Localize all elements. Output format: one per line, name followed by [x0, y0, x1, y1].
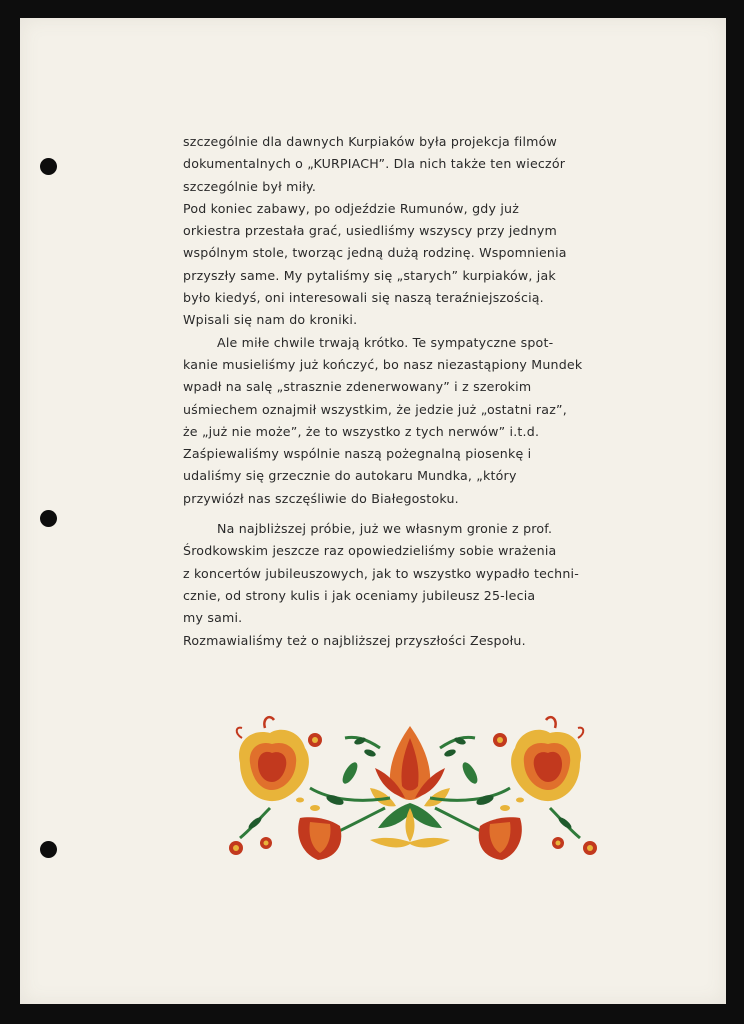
text-line: z koncertów jubileuszowych, jak to wszystko wypadło techni-	[183, 565, 579, 581]
text-line: udaliśmy się grzecznie do autokaru Mundka, „który	[183, 468, 517, 484]
binder-hole-icon	[40, 510, 57, 527]
text-line: dokumentalnych o „KURPIACH”. Dla nich także ten wieczór	[183, 156, 566, 172]
kurpie-floral-ornament-icon	[200, 708, 620, 868]
text-line: Środkowskim jeszcze raz opowiedzieliśmy sobie wrażenia	[183, 543, 557, 559]
text-line: orkiestra przestała grać, usiedliśmy wszyscy przy jednym	[183, 223, 558, 239]
text-line: Wpisali się nam do kroniki.	[183, 312, 358, 328]
text-line: Ale miłe chwile trwają krótko. Te sympatyczne spot-	[217, 334, 554, 350]
text-line: uśmiechem oznajmił wszystkim, że jedzie już „ostatni raz”,	[183, 401, 567, 417]
paragraph	[183, 131, 653, 198]
text-line: szczególnie był miły.	[183, 178, 317, 194]
binder-hole-icon	[40, 841, 57, 858]
text-line: Na najbliższej próbie, już we własnym gronie z prof.	[217, 521, 553, 537]
binder-hole-icon	[40, 158, 57, 175]
right-flower-icon	[511, 717, 583, 801]
text-line: szczególnie dla dawnych Kurpiaków była projekcja filmów	[183, 134, 558, 149]
text-line: Pod koniec zabawy, po odjeździe Rumunów, gdy już	[183, 200, 520, 216]
paragraph	[183, 518, 653, 629]
text-line: wspólnym stole, tworząc jedną dużą rodzinę. Wspomnienia	[183, 245, 567, 261]
text-line: przyszły same. My pytaliśmy się „starych” kurpiaków, jak	[183, 267, 556, 283]
document-page	[20, 18, 726, 1004]
text-line: przywiózł nas szczęśliwie do Białegostoku.	[183, 490, 459, 506]
paragraph	[183, 630, 653, 652]
text-line: było kiedyś, oni interesowali się naszą teraźniejszością.	[183, 290, 544, 306]
text-line: cznie, od strony kulis i jak oceniamy jubileusz 25-lecia	[183, 587, 536, 603]
text-line: Zaśpiewaliśmy wspólnie naszą pożegnalną piosenkę i	[183, 446, 532, 462]
paragraph	[183, 332, 653, 510]
text-line: że „już nie może”, że to wszystko z tych nerwów” i.t.d.	[183, 423, 540, 439]
left-flower-icon	[237, 717, 309, 801]
text-line: Rozmawialiśmy też o najbliższej przyszłości Zespołu.	[183, 632, 526, 648]
paragraph	[183, 198, 653, 332]
text-line: my sami.	[183, 610, 243, 626]
text-line: wpadł na salę „strasznie zdenerwowany” i z szerokim	[183, 379, 532, 395]
text-line: kanie musieliśmy już kończyć, bo nasz niezastąpiony Mundek	[183, 356, 583, 372]
center-tulip-icon	[370, 726, 450, 806]
body-text	[183, 131, 653, 652]
